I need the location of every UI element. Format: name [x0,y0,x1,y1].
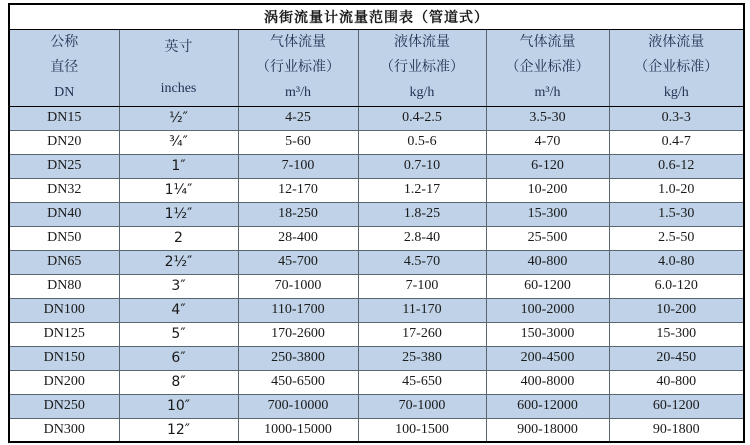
cell-dn: DN80 [9,274,119,298]
header-line: kg/h [409,85,435,100]
cell-gas-industry: 4-25 [238,106,358,130]
cell-dn: DN300 [9,418,119,442]
header-line: 液体流量 [648,35,705,50]
header-cell-inches [119,29,238,106]
cell-liquid-industry: 17-260 [358,322,486,346]
cell-liquid-enterprise: 20-450 [609,346,744,370]
cell-inches: 1½″ [119,202,238,226]
header-line: m³/h [285,85,311,100]
cell-liquid-enterprise: 4.0-80 [609,250,744,274]
cell-dn: DN20 [9,130,119,154]
cell-liquid-industry: 1.8-25 [358,202,486,226]
cell-liquid-enterprise: 15-300 [609,322,744,346]
cell-inches: 6″ [119,346,238,370]
cell-liquid-enterprise: 90-1800 [609,418,744,442]
cell-liquid-enterprise: 60-1200 [609,394,744,418]
table-row [9,250,744,274]
flow-range-table [8,3,745,443]
header-line: 英寸 [164,39,193,55]
cell-gas-enterprise: 900-18000 [486,418,609,442]
table-row [9,202,744,226]
header-line: 气体流量 [519,35,576,50]
header-line: （行业标准） [380,60,464,75]
table-row [9,346,744,370]
cell-gas-enterprise: 10-200 [486,178,609,202]
cell-liquid-industry: 0.4-2.5 [358,106,486,130]
cell-inches: 12″ [119,418,238,442]
header-row [9,29,744,106]
cell-gas-enterprise: 100-2000 [486,298,609,322]
cell-gas-enterprise: 25-500 [486,226,609,250]
table-row [9,394,744,418]
cell-inches: 8″ [119,370,238,394]
cell-inches: 5″ [119,322,238,346]
cell-inches: 4″ [119,298,238,322]
table-row [9,418,744,442]
table-row [9,226,744,250]
header-cell-gas-enterprise [486,29,609,106]
cell-inches: 10″ [119,394,238,418]
cell-inches: 1¼″ [119,178,238,202]
table-row [9,322,744,346]
cell-gas-industry: 110-1700 [238,298,358,322]
table-row [9,370,744,394]
cell-inches: 2½″ [119,250,238,274]
cell-gas-enterprise: 15-300 [486,202,609,226]
header-line: 直径 [50,60,79,75]
title-row [9,4,744,29]
cell-liquid-industry: 45-650 [358,370,486,394]
cell-gas-enterprise: 3.5-30 [486,106,609,130]
cell-liquid-industry: 1.2-17 [358,178,486,202]
cell-gas-enterprise: 6-120 [486,154,609,178]
header-line: 气体流量 [270,35,326,50]
table-row [9,298,744,322]
table-row [9,178,744,202]
header-line: inches [160,80,197,96]
cell-gas-industry: 12-170 [238,178,358,202]
cell-gas-enterprise: 60-1200 [486,274,609,298]
cell-dn: DN15 [9,106,119,130]
cell-gas-industry: 18-250 [238,202,358,226]
cell-gas-industry: 250-3800 [238,346,358,370]
cell-dn: DN150 [9,346,119,370]
cell-dn: DN125 [9,322,119,346]
cell-gas-industry: 28-400 [238,226,358,250]
cell-gas-enterprise: 600-12000 [486,394,609,418]
cell-dn: DN100 [9,298,119,322]
cell-inches: 1″ [119,154,238,178]
cell-gas-enterprise: 200-4500 [486,346,609,370]
cell-inches: ¾″ [119,130,238,154]
header-cell-liquid-enterprise [609,29,744,106]
cell-gas-industry: 45-700 [238,250,358,274]
header-line: （行业标准） [256,60,340,75]
cell-gas-industry: 450-6500 [238,370,358,394]
header-line: 液体流量 [394,35,450,50]
cell-liquid-industry: 4.5-70 [358,250,486,274]
cell-inches: ½″ [119,106,238,130]
header-cell-gas-industry [238,29,358,106]
cell-dn: DN250 [9,394,119,418]
table-row [9,154,744,178]
header-cell-liquid-industry [358,29,486,106]
cell-liquid-enterprise: 10-200 [609,298,744,322]
table-row [9,274,744,298]
header-cell-dn [9,29,119,106]
cell-gas-industry: 7-100 [238,154,358,178]
cell-liquid-enterprise: 2.5-50 [609,226,744,250]
cell-gas-enterprise: 40-800 [486,250,609,274]
cell-inches: 2 [119,226,238,250]
cell-liquid-enterprise: 6.0-120 [609,274,744,298]
table-row [9,106,744,130]
cell-dn: DN32 [9,178,119,202]
cell-liquid-industry: 2.8-40 [358,226,486,250]
header-line: DN [54,85,75,100]
header-line: （企业标准） [505,60,590,75]
cell-dn: DN25 [9,154,119,178]
cell-liquid-industry: 11-170 [358,298,486,322]
cell-liquid-industry: 100-1500 [358,418,486,442]
header-line: （企业标准） [634,60,719,75]
cell-dn: DN50 [9,226,119,250]
cell-liquid-enterprise: 0.6-12 [609,154,744,178]
cell-liquid-industry: 7-100 [358,274,486,298]
cell-gas-enterprise: 150-3000 [486,322,609,346]
cell-liquid-industry: 0.7-10 [358,154,486,178]
table-body [9,106,744,442]
cell-gas-industry: 5-60 [238,130,358,154]
table-title: 涡街流量计流量范围表（管道式） [9,4,744,29]
header-line: m³/h [534,85,561,100]
cell-dn: DN65 [9,250,119,274]
cell-liquid-enterprise: 40-800 [609,370,744,394]
cell-dn: DN200 [9,370,119,394]
cell-dn: DN40 [9,202,119,226]
cell-gas-enterprise: 400-8000 [486,370,609,394]
cell-liquid-industry: 70-1000 [358,394,486,418]
cell-gas-industry: 700-10000 [238,394,358,418]
cell-gas-industry: 170-2600 [238,322,358,346]
cell-liquid-industry: 25-380 [358,346,486,370]
header-line: 公称 [50,35,79,50]
cell-inches: 3″ [119,274,238,298]
cell-gas-enterprise: 4-70 [486,130,609,154]
cell-liquid-enterprise: 1.5-30 [609,202,744,226]
cell-liquid-enterprise: 0.4-7 [609,130,744,154]
cell-liquid-enterprise: 1.0-20 [609,178,744,202]
table-row [9,130,744,154]
cell-gas-industry: 1000-15000 [238,418,358,442]
cell-liquid-enterprise: 0.3-3 [609,106,744,130]
cell-liquid-industry: 0.5-6 [358,130,486,154]
header-line: kg/h [663,85,689,100]
cell-gas-industry: 70-1000 [238,274,358,298]
